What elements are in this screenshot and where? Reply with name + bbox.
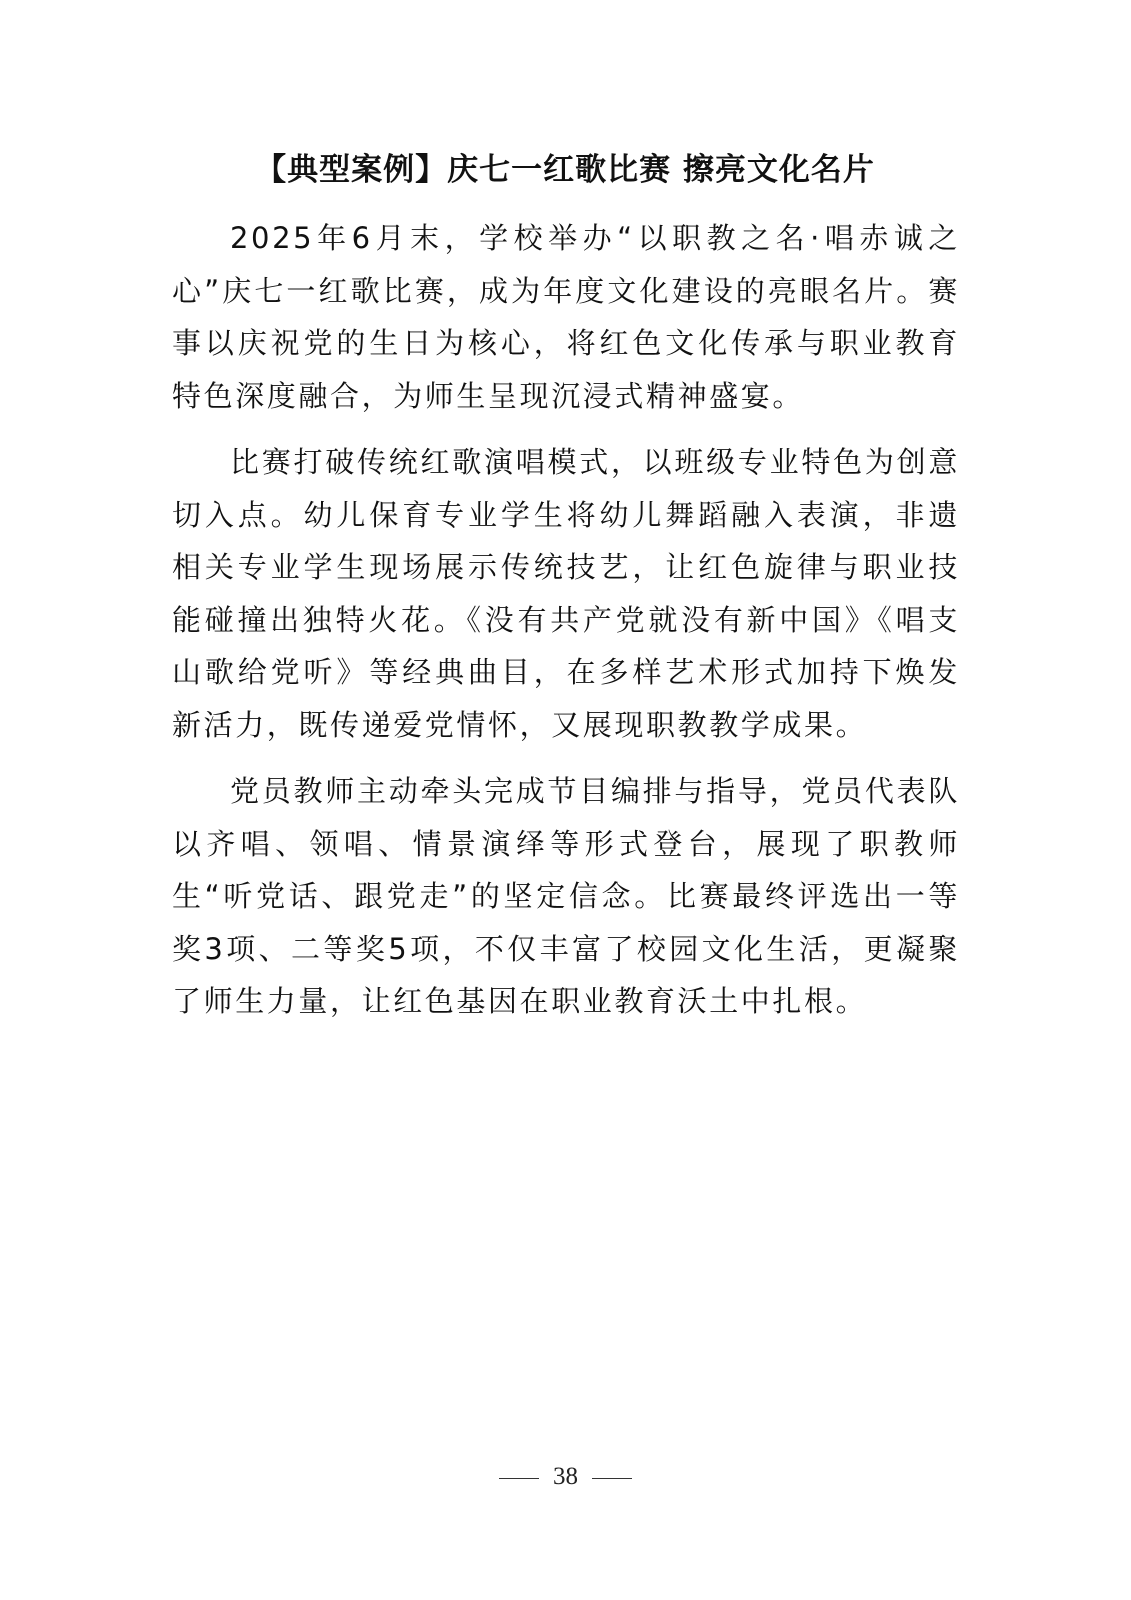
paragraph-3: 党员教师主动牵头完成节目编排与指导，党员代表队以齐唱、领唱、情景演绎等形式登台，展现了职教师生“听党话、跟党走”的坚定信念。比赛最终评选出一等奖3项、二等奖5项，不仅丰富了校园文化生活，更凝聚了师生力量，让红色基因在职业教育沃土中扎根。 bbox=[172, 774, 960, 1018]
paragraph-2: 比赛打破传统红歌演唱模式，以班级专业特色为创意切入点。幼儿保育专业学生将幼儿舞蹈融入表演，非遗相关专业学生现场展示传统技艺，让红色旋律与职业技能碰撞出独特火花。《没有共产党就没有新中国》《唱支山歌给党听》等经典曲目，在多样艺术形式加持下焕发新活力，既传递爱党情怀，又展现职教教学成果。 bbox=[172, 445, 960, 742]
footer-left-dash bbox=[499, 1478, 539, 1479]
paragraph-1: 2025年6月末，学校举办“以职教之名·唱赤诚之心”庆七一红歌比赛，成为年度文化建设的亮眼名片。赛事以庆祝党的生日为核心，将红色文化传承与职业教育特色深度融合，为师生呈现沉浸式精神盛宴。 bbox=[172, 221, 960, 413]
article-body bbox=[172, 212, 960, 1042]
page-footer bbox=[0, 1460, 1131, 1494]
article-title: 【典型案例】庆七一红歌比赛 擦亮文化名片 bbox=[255, 152, 875, 188]
page-number: 38 bbox=[553, 1463, 578, 1490]
footer-right-dash bbox=[592, 1478, 632, 1479]
